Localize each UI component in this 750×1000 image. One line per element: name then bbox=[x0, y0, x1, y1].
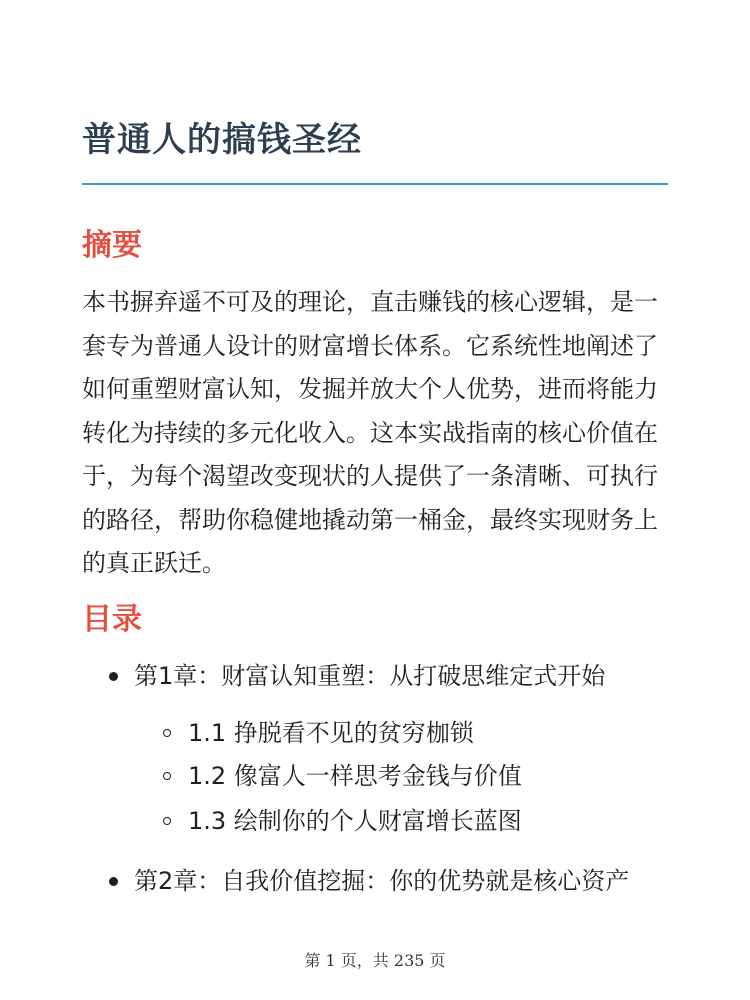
bullet-circle-icon bbox=[163, 817, 171, 825]
bullet-circle-icon bbox=[163, 729, 171, 737]
document-title: 普通人的搞钱圣经 bbox=[82, 120, 362, 160]
title-divider bbox=[82, 183, 668, 185]
abstract-heading: 摘要 bbox=[82, 228, 142, 263]
toc-heading: 目录 bbox=[82, 602, 142, 637]
abstract-paragraph: 本书摒弃遥不可及的理论，直击赚钱的核心逻辑，是一套专为普通人设计的财富增长体系。它系统性地阐述了如何重塑财富认知，发掘并放大个人优势，进而将能力转化为持续的多元化收入。这本实战指南的核心价值在于，为每个渴望改变现状的人提供了一条清晰、可执行的路径，帮助你稳健地撬动第一桶金，最终实现财务上的真正跃迁。 bbox=[82, 288, 658, 577]
toc-section-1-3[interactable]: 1.3 绘制你的个人财富增长蓝图 bbox=[188, 807, 522, 835]
bullet-disc-icon bbox=[109, 877, 118, 886]
page-footer: 第 1 页，共 235 页 bbox=[304, 951, 446, 970]
bullet-disc-icon bbox=[109, 672, 118, 681]
toc-chapter-2[interactable]: 第2章：自我价值挖掘：你的优势就是核心资产 bbox=[134, 867, 630, 895]
toc-chapter-1[interactable]: 第1章：财富认知重塑：从打破思维定式开始 bbox=[134, 662, 606, 690]
toc-section-1-2[interactable]: 1.2 像富人一样思考金钱与价值 bbox=[188, 762, 522, 790]
bullet-circle-icon bbox=[163, 772, 171, 780]
toc-section-1-1[interactable]: 1.1 挣脱看不见的贫穷枷锁 bbox=[188, 719, 474, 747]
